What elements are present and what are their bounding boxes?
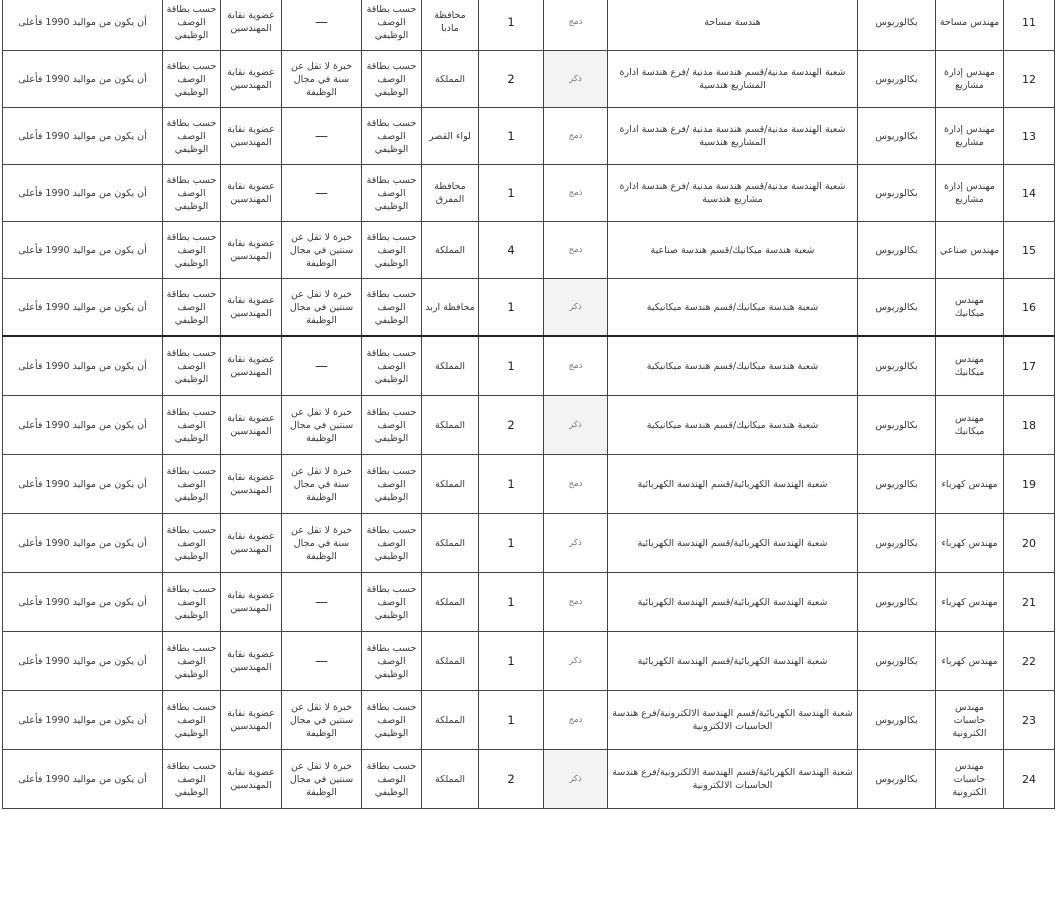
cell-row-number: 17 [1004, 336, 1055, 396]
cell-duties: حسب بطاقة الوصف الوظيفي [362, 632, 422, 691]
cell-job-title: مهندس كهرباء [936, 455, 1004, 514]
cell-job-card: حسب بطاقة الوصف الوظيفي [163, 336, 221, 396]
cell-experience: — [282, 165, 362, 222]
cell-count: 1 [479, 336, 544, 396]
cell-experience: — [282, 573, 362, 632]
cell-experience: خبرة لا تقل عن سنتين في مجال الوظيفة [282, 691, 362, 750]
cell-degree: بكالوريوس [858, 573, 936, 632]
cell-job-title: مهندس إدارة مشاريع [936, 108, 1004, 165]
table-row [3, 691, 1055, 750]
cell-job-title: مهندس ميكانيك [936, 279, 1004, 337]
cell-gender: ذكر [544, 514, 608, 573]
cell-job-card: حسب بطاقة الوصف الوظيفي [163, 222, 221, 279]
cell-duties: حسب بطاقة الوصف الوظيفي [362, 750, 422, 809]
cell-age-condition: أن يكون من مواليد 1990 فأعلى [3, 632, 163, 691]
cell-experience: خبرة لا تقل عن سنتين في مجال الوظيفة [282, 222, 362, 279]
cell-location: المملكة [422, 514, 479, 573]
cell-degree: بكالوريوس [858, 455, 936, 514]
table-row [3, 750, 1055, 809]
cell-row-number: 20 [1004, 514, 1055, 573]
cell-age-condition: أن يكون من مواليد 1990 فأعلى [3, 0, 163, 51]
cell-job-card: حسب بطاقة الوصف الوظيفي [163, 573, 221, 632]
cell-experience: — [282, 108, 362, 165]
cell-job-title: مهندس ميكانيك [936, 336, 1004, 396]
cell-membership: عضوية نقابة المهندسين [221, 108, 282, 165]
cell-count: 1 [479, 0, 544, 51]
cell-age-condition: أن يكون من مواليد 1990 فأعلى [3, 108, 163, 165]
cell-row-number: 24 [1004, 750, 1055, 809]
cell-age-condition: أن يكون من مواليد 1990 فأعلى [3, 279, 163, 337]
cell-count: 2 [479, 51, 544, 108]
cell-experience: خبرة لا تقل عن سنة في مجال الوظيفة [282, 51, 362, 108]
cell-duties: حسب بطاقة الوصف الوظيفي [362, 165, 422, 222]
cell-gender: دمج [544, 165, 608, 222]
cell-location: المملكة [422, 750, 479, 809]
cell-major: شعبة الهندسة مدنية/قسم هندسة مدنية /فرع هندسة ادارة المشاريع هندسية [608, 51, 858, 108]
table-row [3, 108, 1055, 165]
cell-job-card: حسب بطاقة الوصف الوظيفي [163, 165, 221, 222]
cell-membership: عضوية نقابة المهندسين [221, 336, 282, 396]
cell-count: 2 [479, 750, 544, 809]
cell-degree: بكالوريوس [858, 514, 936, 573]
cell-membership: عضوية نقابة المهندسين [221, 279, 282, 337]
cell-duties: حسب بطاقة الوصف الوظيفي [362, 336, 422, 396]
cell-major: شعبة الهندسة الكهربائية/قسم الهندسة الالكترونية/فرع هندسة الحاسبات الالكترونية [608, 750, 858, 809]
cell-job-title: مهندس كهرباء [936, 632, 1004, 691]
cell-count: 1 [479, 632, 544, 691]
cell-degree: بكالوريوس [858, 336, 936, 396]
cell-job-card: حسب بطاقة الوصف الوظيفي [163, 279, 221, 337]
cell-job-card: حسب بطاقة الوصف الوظيفي [163, 108, 221, 165]
cell-job-title: مهندس كهرباء [936, 573, 1004, 632]
table-row [3, 632, 1055, 691]
cell-membership: عضوية نقابة المهندسين [221, 573, 282, 632]
cell-job-title: مهندس مساحة [936, 0, 1004, 51]
cell-major: شعبة الهندسة مدنية/قسم هندسة مدنية /فرع هندسة ادارة مشاريع هندسية [608, 165, 858, 222]
cell-gender: دمج [544, 222, 608, 279]
cell-duties: حسب بطاقة الوصف الوظيفي [362, 573, 422, 632]
cell-count: 2 [479, 396, 544, 455]
cell-job-title: مهندس حاسبات الكترونية [936, 750, 1004, 809]
cell-membership: عضوية نقابة المهندسين [221, 455, 282, 514]
cell-location: محافظة اربد [422, 279, 479, 337]
cell-age-condition: أن يكون من مواليد 1990 فأعلى [3, 396, 163, 455]
cell-major: شعبة هندسة ميكانيك/قسم هندسة صناعية [608, 222, 858, 279]
cell-location: لواء القصر [422, 108, 479, 165]
table-row [3, 336, 1055, 396]
cell-experience: خبرة لا تقل عن سنتين في مجال الوظيفة [282, 750, 362, 809]
cell-count: 1 [479, 165, 544, 222]
cell-row-number: 14 [1004, 165, 1055, 222]
cell-experience: — [282, 0, 362, 51]
cell-degree: بكالوريوس [858, 165, 936, 222]
cell-job-title: مهندس إدارة مشاريع [936, 165, 1004, 222]
cell-gender: دمج [544, 455, 608, 514]
table-row [3, 514, 1055, 573]
cell-location: المملكة [422, 455, 479, 514]
cell-experience: خبرة لا تقل عن سنة في مجال الوظيفة [282, 514, 362, 573]
cell-job-card: حسب بطاقة الوصف الوظيفي [163, 750, 221, 809]
cell-gender: ذكر [544, 51, 608, 108]
cell-degree: بكالوريوس [858, 51, 936, 108]
cell-membership: عضوية نقابة المهندسين [221, 750, 282, 809]
cell-row-number: 23 [1004, 691, 1055, 750]
cell-count: 1 [479, 514, 544, 573]
cell-row-number: 13 [1004, 108, 1055, 165]
cell-job-title: مهندس صناعي [936, 222, 1004, 279]
cell-age-condition: أن يكون من مواليد 1990 فأعلى [3, 165, 163, 222]
cell-major: شعبة الهندسة الكهربائية/قسم الهندسة الالكترونية/فرع هندسة الحاسبات الالكترونية [608, 691, 858, 750]
cell-gender: دمج [544, 336, 608, 396]
cell-location: محافظة مادبا [422, 0, 479, 51]
cell-gender: ذكر [544, 279, 608, 337]
table-body [3, 0, 1055, 809]
cell-membership: عضوية نقابة المهندسين [221, 632, 282, 691]
cell-age-condition: أن يكون من مواليد 1990 فأعلى [3, 336, 163, 396]
cell-location: المملكة [422, 573, 479, 632]
cell-location: المملكة [422, 396, 479, 455]
cell-location: المملكة [422, 51, 479, 108]
cell-row-number: 12 [1004, 51, 1055, 108]
cell-duties: حسب بطاقة الوصف الوظيفي [362, 691, 422, 750]
cell-count: 1 [479, 455, 544, 514]
cell-count: 1 [479, 108, 544, 165]
cell-job-card: حسب بطاقة الوصف الوظيفي [163, 51, 221, 108]
cell-duties: حسب بطاقة الوصف الوظيفي [362, 51, 422, 108]
cell-row-number: 18 [1004, 396, 1055, 455]
cell-count: 4 [479, 222, 544, 279]
table-row [3, 573, 1055, 632]
cell-duties: حسب بطاقة الوصف الوظيفي [362, 455, 422, 514]
cell-location: المملكة [422, 632, 479, 691]
table-row [3, 51, 1055, 108]
cell-membership: عضوية نقابة المهندسين [221, 165, 282, 222]
cell-age-condition: أن يكون من مواليد 1990 فأعلى [3, 51, 163, 108]
cell-count: 1 [479, 279, 544, 337]
cell-membership: عضوية نقابة المهندسين [221, 396, 282, 455]
cell-major: شعبة هندسة ميكانيك/قسم هندسة ميكانيكية [608, 396, 858, 455]
cell-major: شعبة الهندسة مدنية/قسم هندسة مدنية /فرع هندسة ادارة المشاريع هندسية [608, 108, 858, 165]
cell-duties: حسب بطاقة الوصف الوظيفي [362, 279, 422, 337]
cell-gender: ذكر [544, 750, 608, 809]
cell-degree: بكالوريوس [858, 691, 936, 750]
cell-row-number: 19 [1004, 455, 1055, 514]
cell-age-condition: أن يكون من مواليد 1990 فأعلى [3, 573, 163, 632]
cell-membership: عضوية نقابة المهندسين [221, 691, 282, 750]
cell-experience: — [282, 336, 362, 396]
cell-major: شعبة الهندسة الكهربائية/قسم الهندسة الكهربائية [608, 455, 858, 514]
table-row [3, 222, 1055, 279]
cell-job-card: حسب بطاقة الوصف الوظيفي [163, 632, 221, 691]
cell-age-condition: أن يكون من مواليد 1990 فأعلى [3, 222, 163, 279]
table-row [3, 396, 1055, 455]
cell-row-number: 15 [1004, 222, 1055, 279]
cell-age-condition: أن يكون من مواليد 1990 فأعلى [3, 455, 163, 514]
cell-major: شعبة هندسة ميكانيك/قسم هندسة ميكانيكية [608, 279, 858, 337]
cell-duties: حسب بطاقة الوصف الوظيفي [362, 108, 422, 165]
table-row [3, 279, 1055, 337]
cell-membership: عضوية نقابة المهندسين [221, 222, 282, 279]
cell-membership: عضوية نقابة المهندسين [221, 0, 282, 51]
cell-job-card: حسب بطاقة الوصف الوظيفي [163, 691, 221, 750]
cell-gender: ذكر [544, 632, 608, 691]
cell-degree: بكالوريوس [858, 396, 936, 455]
cell-count: 1 [479, 691, 544, 750]
cell-job-card: حسب بطاقة الوصف الوظيفي [163, 455, 221, 514]
cell-job-card: حسب بطاقة الوصف الوظيفي [163, 514, 221, 573]
cell-row-number: 21 [1004, 573, 1055, 632]
cell-job-card: حسب بطاقة الوصف الوظيفي [163, 0, 221, 51]
cell-job-title: مهندس كهرباء [936, 514, 1004, 573]
cell-gender: دمج [544, 0, 608, 51]
cell-major: شعبة الهندسة الكهربائية/قسم الهندسة الكهربائية [608, 632, 858, 691]
cell-duties: حسب بطاقة الوصف الوظيفي [362, 222, 422, 279]
cell-row-number: 11 [1004, 0, 1055, 51]
cell-degree: بكالوريوس [858, 0, 936, 51]
cell-location: المملكة [422, 691, 479, 750]
cell-location: محافظة المفرق [422, 165, 479, 222]
cell-row-number: 22 [1004, 632, 1055, 691]
cell-degree: بكالوريوس [858, 750, 936, 809]
vacancies-table [2, 0, 1055, 809]
cell-row-number: 16 [1004, 279, 1055, 337]
cell-major: شعبة الهندسة الكهربائية/قسم الهندسة الكهربائية [608, 514, 858, 573]
cell-job-title: مهندس ميكانيك [936, 396, 1004, 455]
cell-experience: خبرة لا تقل عن سنتين في مجال الوظيفة [282, 396, 362, 455]
cell-major: هندسة مساحة [608, 0, 858, 51]
cell-degree: بكالوريوس [858, 279, 936, 337]
cell-degree: بكالوريوس [858, 222, 936, 279]
cell-gender: ذكر [544, 396, 608, 455]
cell-membership: عضوية نقابة المهندسين [221, 514, 282, 573]
cell-gender: دمج [544, 108, 608, 165]
table-row [3, 455, 1055, 514]
cell-count: 1 [479, 573, 544, 632]
cell-gender: دمج [544, 573, 608, 632]
cell-duties: حسب بطاقة الوصف الوظيفي [362, 0, 422, 51]
cell-membership: عضوية نقابة المهندسين [221, 51, 282, 108]
cell-major: شعبة الهندسة الكهربائية/قسم الهندسة الكهربائية [608, 573, 858, 632]
cell-job-title: مهندس حاسبات الكترونية [936, 691, 1004, 750]
cell-experience: خبرة لا تقل عن سنتين في مجال الوظيفة [282, 279, 362, 337]
cell-major: شعبة هندسة ميكانيك/قسم هندسة ميكانيكية [608, 336, 858, 396]
cell-duties: حسب بطاقة الوصف الوظيفي [362, 514, 422, 573]
cell-gender: دمج [544, 691, 608, 750]
cell-experience: — [282, 632, 362, 691]
cell-location: المملكة [422, 336, 479, 396]
cell-job-card: حسب بطاقة الوصف الوظيفي [163, 396, 221, 455]
cell-location: المملكة [422, 222, 479, 279]
table-row [3, 0, 1055, 51]
cell-age-condition: أن يكون من مواليد 1990 فأعلى [3, 750, 163, 809]
cell-job-title: مهندس إدارة مشاريع [936, 51, 1004, 108]
cell-age-condition: أن يكون من مواليد 1990 فأعلى [3, 514, 163, 573]
cell-age-condition: أن يكون من مواليد 1990 فأعلى [3, 691, 163, 750]
cell-experience: خبرة لا تقل عن سنة في مجال الوظيفة [282, 455, 362, 514]
table-row [3, 165, 1055, 222]
cell-degree: بكالوريوس [858, 108, 936, 165]
cell-degree: بكالوريوس [858, 632, 936, 691]
cell-duties: حسب بطاقة الوصف الوظيفي [362, 396, 422, 455]
